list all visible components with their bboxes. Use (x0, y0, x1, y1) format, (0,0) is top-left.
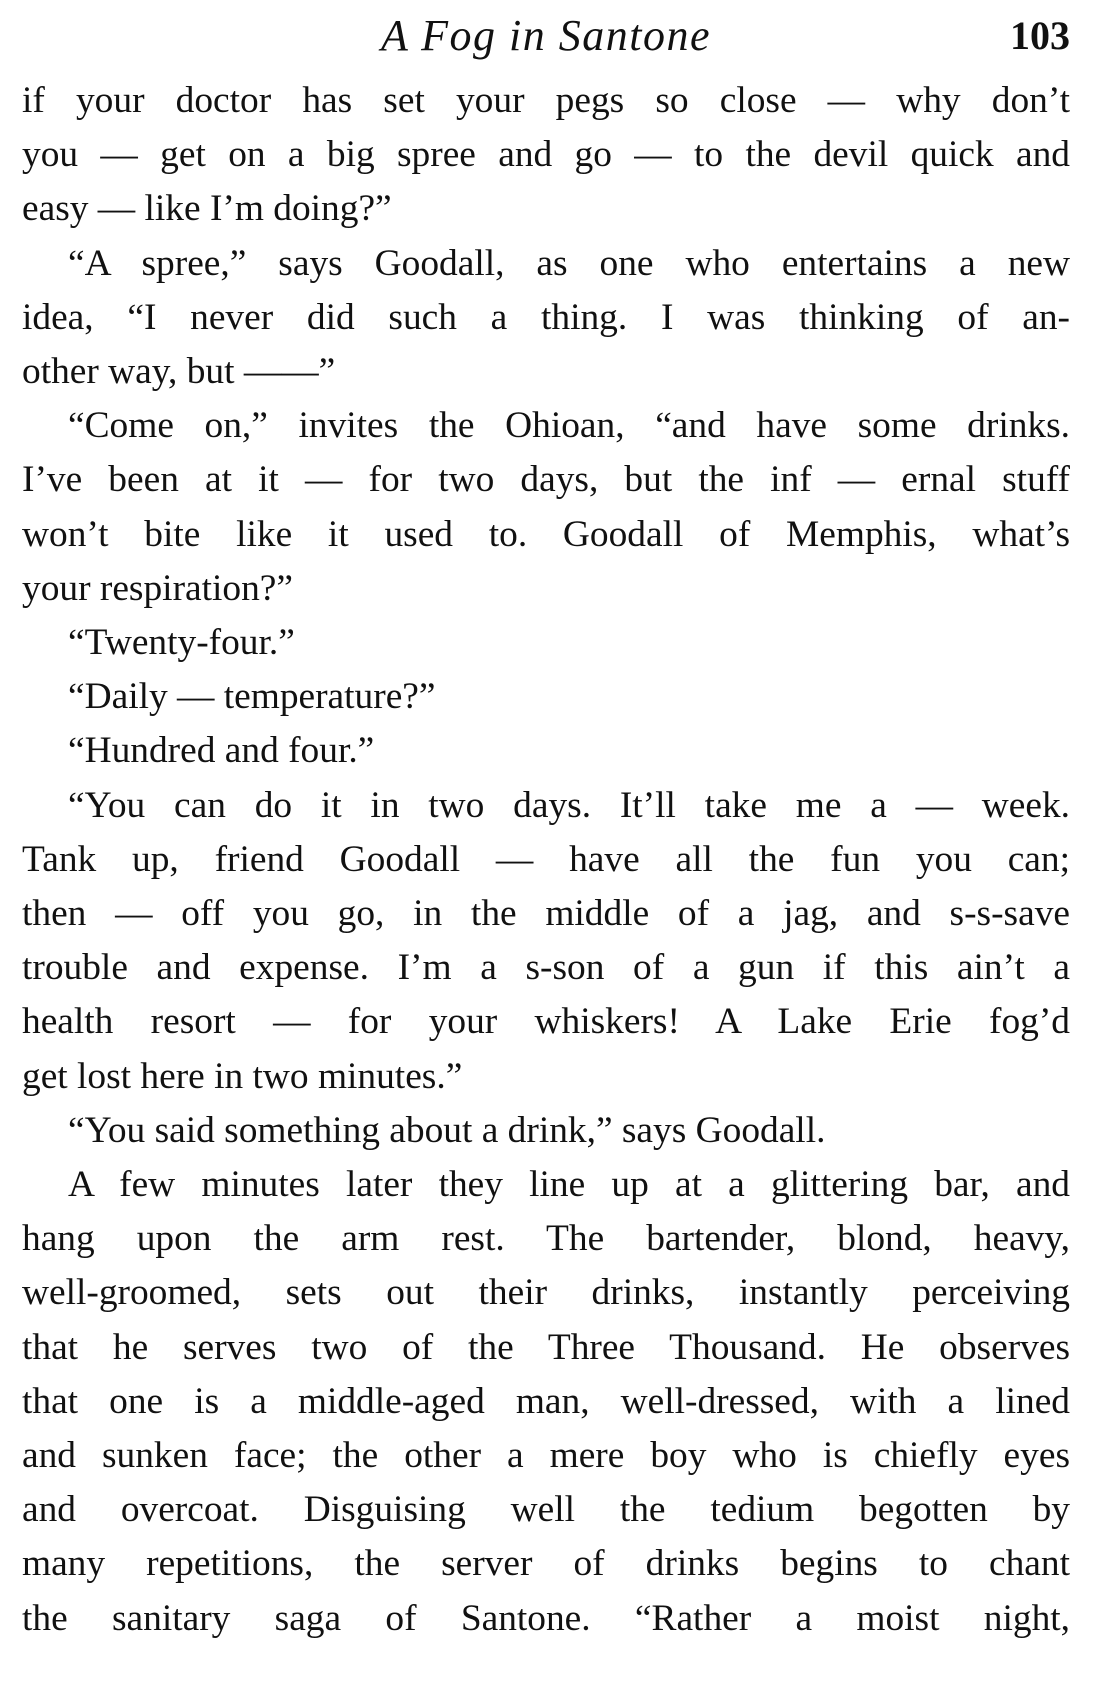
text-line: “Come on,” invites the Ohioan, “and have some drinks. (68, 405, 1070, 447)
page-number: 103 (1010, 13, 1070, 58)
text-line: other way, but ——” (22, 351, 336, 393)
text-line: if your doctor has set your pegs so close — why don’t (22, 80, 1070, 121)
text-line: and sunken face; the other a mere boy who is chiefly eyes (22, 1435, 1070, 1477)
text-line: I’ve been at it — for two days, but the inf — ernal stuff (22, 459, 1070, 501)
text-line: “You said something about a drink,” says Goodall. (68, 1109, 826, 1151)
book-page (22, 8, 1070, 1646)
text-line: hang upon the arm rest. The bartender, blond, heavy, (22, 1218, 1070, 1260)
text-line: get lost here in two minutes.” (22, 1055, 463, 1097)
text-line: the sanitary saga of Santone. “Rather a moist night, (22, 1597, 1070, 1639)
text-line: idea, “I never did such a thing. I was thinking of an- (22, 296, 1070, 338)
text-line: Tank up, friend Goodall — have all the fun you can; (22, 838, 1070, 880)
text-line: well-groomed, sets out their drinks, instantly perceiving (22, 1272, 1070, 1314)
text-line: that he serves two of the Three Thousand. He observes (22, 1326, 1070, 1368)
text-line: A few minutes later they line up at a glittering bar, and (68, 1164, 1070, 1206)
running-head (22, 8, 1070, 74)
text-line: “Hundred and four.” (68, 730, 375, 772)
text-line: “You can do it in two days. It’ll take me a — week. (68, 784, 1070, 826)
text-line: that one is a middle-aged man, well-dressed, with a lined (22, 1380, 1070, 1422)
text-line: health resort — for your whiskers! A Lake Erie fog’d (22, 1001, 1070, 1043)
text-line: trouble and expense. I’m a s-son of a gun if this ain’t a (22, 947, 1070, 989)
body-text (22, 74, 1070, 1646)
text-line: “A spree,” says Goodall, as one who entertains a new (68, 242, 1070, 284)
text-line: and overcoat. Disguising well the tedium begotten by (22, 1489, 1070, 1531)
text-line: “Daily — temperature?” (68, 676, 436, 718)
text-line: then — off you go, in the middle of a jag, and s-s-save (22, 893, 1070, 935)
running-head-title: A Fog in Santone (381, 11, 711, 60)
text-line: you — get on a big spree and go — to the devil quick and (22, 134, 1070, 176)
text-line: many repetitions, the server of drinks begins to chant (22, 1543, 1070, 1585)
text-line: your respiration?” (22, 567, 293, 609)
text-line: easy — like I’m doing?” (22, 188, 392, 230)
text-line: “Twenty-four.” (68, 622, 295, 664)
text-line: won’t bite like it used to. Goodall of Memphis, what’s (22, 513, 1070, 555)
